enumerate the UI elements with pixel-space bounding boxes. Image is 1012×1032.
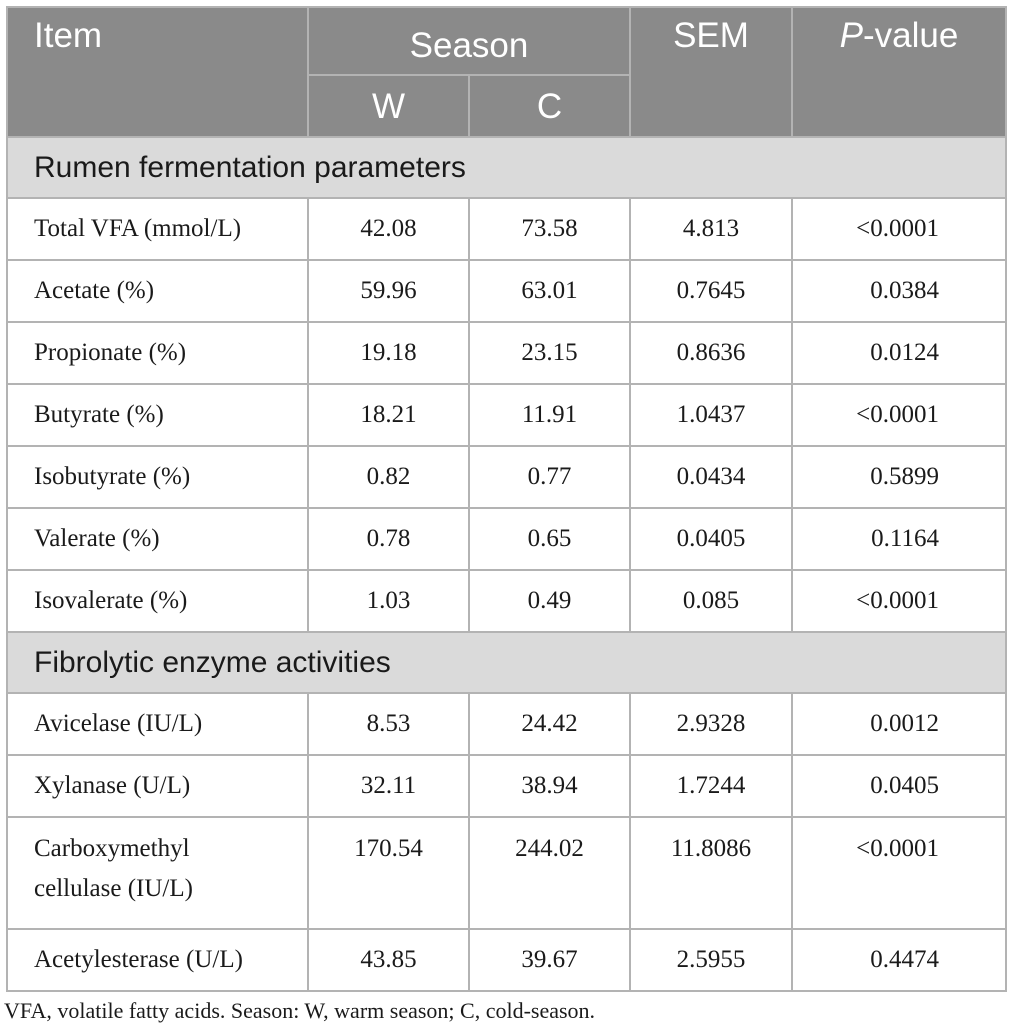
cell-sem: 11.8086 bbox=[630, 817, 792, 929]
row-label: Acetate (%) bbox=[7, 260, 308, 322]
cell-sem: 4.813 bbox=[630, 198, 792, 260]
header-p-italic: P bbox=[839, 16, 864, 55]
cell-sem: 2.9328 bbox=[630, 693, 792, 755]
cell-w: 18.21 bbox=[308, 384, 469, 446]
cell-p: 0.0405 bbox=[792, 755, 1006, 817]
cell-c: 244.02 bbox=[469, 817, 630, 929]
table-row bbox=[7, 198, 1006, 260]
cell-w: 32.11 bbox=[308, 755, 469, 817]
cell-c: 73.58 bbox=[469, 198, 630, 260]
cell-w: 19.18 bbox=[308, 322, 469, 384]
header-w: W bbox=[308, 75, 469, 137]
cell-c: 38.94 bbox=[469, 755, 630, 817]
cell-c: 0.49 bbox=[469, 570, 630, 632]
cell-p: <0.0001 bbox=[792, 817, 1006, 929]
cell-c: 24.42 bbox=[469, 693, 630, 755]
row-label bbox=[7, 817, 308, 929]
row-label: Butyrate (%) bbox=[7, 384, 308, 446]
cell-w: 170.54 bbox=[308, 817, 469, 929]
header-p-value bbox=[792, 7, 1006, 137]
cell-p: <0.0001 bbox=[792, 570, 1006, 632]
cell-p: <0.0001 bbox=[792, 198, 1006, 260]
header-item: Item bbox=[7, 7, 308, 137]
cell-sem: 1.7244 bbox=[630, 755, 792, 817]
row-label: Valerate (%) bbox=[7, 508, 308, 570]
row-label-line-2: cellulase (IU/L) bbox=[34, 875, 193, 902]
table-row bbox=[7, 384, 1006, 446]
cell-p: 0.5899 bbox=[792, 446, 1006, 508]
header-p-rest: -value bbox=[863, 16, 959, 55]
table-row bbox=[7, 755, 1006, 817]
row-label: Total VFA (mmol/L) bbox=[7, 198, 308, 260]
cell-sem: 0.8636 bbox=[630, 322, 792, 384]
cell-sem: 1.0437 bbox=[630, 384, 792, 446]
cell-w: 43.85 bbox=[308, 929, 469, 991]
cell-w: 0.78 bbox=[308, 508, 469, 570]
cell-sem: 0.7645 bbox=[630, 260, 792, 322]
table-row bbox=[7, 693, 1006, 755]
table-row bbox=[7, 446, 1006, 508]
section-row bbox=[7, 137, 1006, 198]
table-row bbox=[7, 929, 1006, 991]
section-title: Rumen fermentation parameters bbox=[7, 137, 1006, 198]
cell-sem: 0.085 bbox=[630, 570, 792, 632]
cell-p: 0.4474 bbox=[792, 929, 1006, 991]
cell-w: 1.03 bbox=[308, 570, 469, 632]
cell-p: 0.0384 bbox=[792, 260, 1006, 322]
row-label: Isovalerate (%) bbox=[7, 570, 308, 632]
cell-sem: 0.0405 bbox=[630, 508, 792, 570]
section-title: Fibrolytic enzyme activities bbox=[7, 632, 1006, 693]
cell-p: 0.1164 bbox=[792, 508, 1006, 570]
cell-c: 23.15 bbox=[469, 322, 630, 384]
cell-c: 0.77 bbox=[469, 446, 630, 508]
row-label: Avicelase (IU/L) bbox=[7, 693, 308, 755]
table-footnote: VFA, volatile fatty acids. Season: W, warm season; C, cold-season. bbox=[4, 998, 596, 1023]
cell-c: 0.65 bbox=[469, 508, 630, 570]
cell-p: 0.0012 bbox=[792, 693, 1006, 755]
table-row bbox=[7, 817, 1006, 929]
cell-w: 0.82 bbox=[308, 446, 469, 508]
row-label-line-1: Carboxymethyl bbox=[34, 835, 190, 862]
cell-c: 39.67 bbox=[469, 929, 630, 991]
table-row bbox=[7, 508, 1006, 570]
header-season: Season bbox=[308, 7, 630, 75]
header-row bbox=[7, 7, 1006, 75]
cell-w: 8.53 bbox=[308, 693, 469, 755]
table-row bbox=[7, 322, 1006, 384]
row-label: Propionate (%) bbox=[7, 322, 308, 384]
cell-sem: 0.0434 bbox=[630, 446, 792, 508]
cell-c: 11.91 bbox=[469, 384, 630, 446]
header-c: C bbox=[469, 75, 630, 137]
row-label: Xylanase (U/L) bbox=[7, 755, 308, 817]
cell-sem: 2.5955 bbox=[630, 929, 792, 991]
cell-c: 63.01 bbox=[469, 260, 630, 322]
row-label: Isobutyrate (%) bbox=[7, 446, 308, 508]
table-row bbox=[7, 260, 1006, 322]
header-sem: SEM bbox=[630, 7, 792, 137]
section-row bbox=[7, 632, 1006, 693]
cell-p: <0.0001 bbox=[792, 384, 1006, 446]
results-table bbox=[6, 6, 1007, 992]
cell-p: 0.0124 bbox=[792, 322, 1006, 384]
row-label: Acetylesterase (U/L) bbox=[7, 929, 308, 991]
cell-w: 42.08 bbox=[308, 198, 469, 260]
cell-w: 59.96 bbox=[308, 260, 469, 322]
table-row bbox=[7, 570, 1006, 632]
